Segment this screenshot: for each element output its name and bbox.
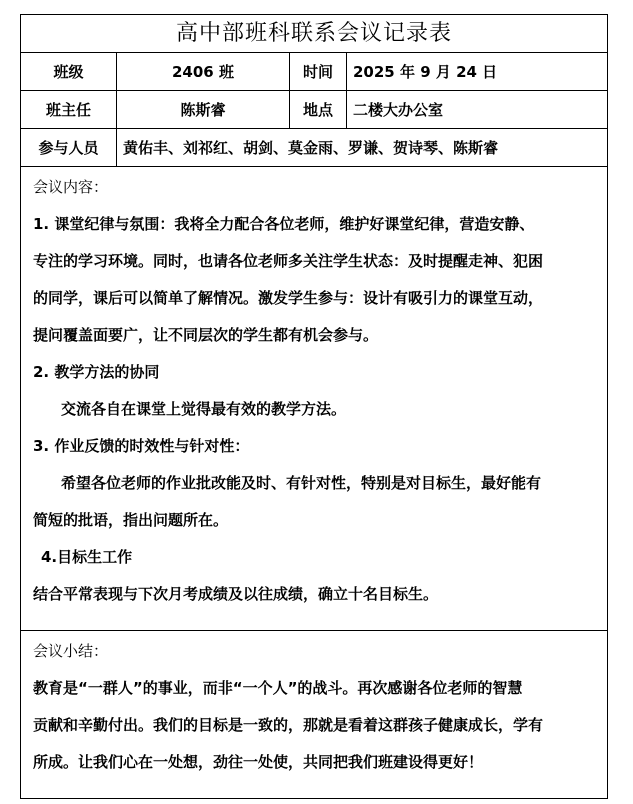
time-label: 时间 — [289, 53, 346, 90]
info-row-class-time — [21, 52, 607, 90]
place-value: 二楼大办公室 — [346, 91, 609, 128]
meeting-content-heading: 会议内容： — [33, 178, 109, 196]
content-line: 专注的学习环境。同时，也请各位老师多关注学生状态：及时提醒走神、犯困 — [33, 252, 544, 270]
content-line: 提问覆盖面要广，让不同层次的学生都有机会参与。 — [33, 326, 379, 344]
meeting-summary-section — [21, 630, 607, 798]
class-value: 2406 班 — [116, 53, 289, 90]
content-line: 的同学，课后可以简单了解情况。激发学生参与：设计有吸引力的课堂互动， — [33, 289, 544, 307]
summary-line: 贡献和辛勤付出。我们的目标是一致的，那就是看着这群孩子健康成长，学有 — [33, 716, 544, 734]
info-row-attendees — [21, 128, 607, 166]
content-line: 交流各自在课堂上觉得最有效的教学方法。 — [61, 400, 347, 418]
head-teacher-label: 班主任 — [45, 101, 91, 119]
document-title: 高中部班科联系会议记录表 — [175, 21, 452, 46]
time-value: 2025 年 9 月 24 日 — [346, 53, 609, 90]
info-row-teacher-place — [21, 90, 607, 128]
content-line: 2. 教学方法的协同 — [33, 363, 160, 381]
attendees-label: 参与人员 — [38, 139, 99, 157]
head-teacher-value: 陈斯睿 — [116, 91, 289, 128]
content-line: 3. 作业反馈的时效性与针对性： — [33, 437, 250, 455]
class-label: 班级 — [53, 63, 84, 81]
meeting-record-sheet — [20, 14, 608, 799]
meeting-summary-heading: 会议小结： — [33, 642, 109, 660]
summary-line: 所成。让我们心在一处想，劲往一处使，共同把我们班建设得更好！ — [33, 753, 484, 771]
content-line: 1. 课堂纪律与氛围：我将全力配合各位老师，维护好课堂纪律，营造安静、 — [33, 215, 535, 233]
content-line: 简短的批语，指出问题所在。 — [33, 511, 229, 529]
meeting-content-section — [21, 166, 607, 630]
content-line: 希望各位老师的作业批改能及时、有针对性，特别是对目标生，最好能有 — [61, 474, 542, 492]
place-label: 地点 — [289, 91, 346, 128]
content-line: 4.目标生工作 — [41, 548, 133, 566]
summary-line: 教育是“一群人”的事业，而非“一个人”的战斗。再次感谢各位老师的智慧 — [33, 679, 523, 697]
content-line: 结合平常表现与下次月考成绩及以往成绩，确立十名目标生。 — [33, 585, 439, 603]
attendees-value: 黄佑丰、刘祁红、胡剑、莫金雨、罗谦、贺诗琴、陈斯睿 — [116, 129, 609, 166]
